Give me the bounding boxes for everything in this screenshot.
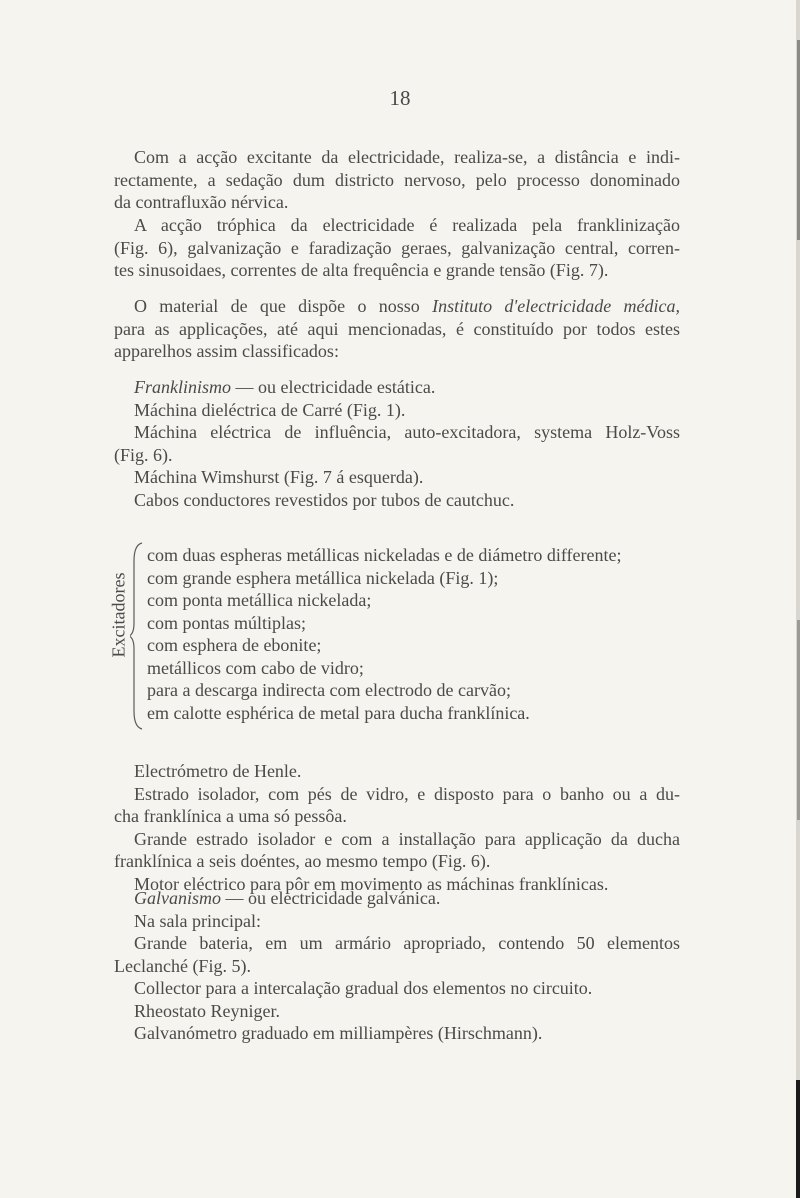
list-item: Cabos conductores revestidos por tubos de cautchuc. [134, 489, 515, 510]
list-item: Estrado isolador, com pés de vidro, e disposto para o banho ou a du- [134, 783, 680, 804]
text-line: (Fig. 6), galvanização e faradização geraes, galvanização central, corren- [114, 237, 680, 258]
paragraph-contrafluxao [114, 146, 680, 214]
text-line: apparelhos assim classificados: [114, 341, 339, 361]
list-item: Na sala principal: [134, 910, 261, 931]
page-number: 18 [389, 86, 411, 110]
list-item: em calotte esphérica de metal para ducha franklínica. [147, 702, 530, 723]
list-item: Motor eléctrico para pôr em movimento as máchinas franklínicas. [134, 873, 609, 894]
list-item: Máchina Wimshurst (Fig. 7 á esquerda). [134, 467, 424, 487]
list-item: com grande esphera metállica nickelada (Fig. 1); [147, 567, 499, 588]
text-line: Com a acção excitante da electricidade, realiza-se, a distância e indi- [134, 147, 680, 167]
list-item: Electrómetro de Henle. [134, 761, 302, 781]
section-franklinismo [114, 376, 680, 511]
list-item: Galvanómetro graduado em milliampères (Hirschmann). [134, 1023, 543, 1043]
list-item: Máchina eléctrica de influência, auto-excitadora, systema Holz-Voss [134, 422, 680, 442]
list-item: Máchina dieléctrica de Carré (Fig. 1). [134, 399, 406, 420]
list-item: com duas espheras metállicas nickeladas e de diámetro differente; [147, 545, 622, 565]
paragraph-acao-trophica [114, 214, 680, 282]
list-item: Rheostato Reyniger. [134, 1000, 280, 1021]
list-item: Collector para a intercalação gradual dos elementos no circuito. [134, 978, 593, 998]
excitadores-list [147, 544, 687, 724]
list-item: cha franklínica a uma só pessôa. [114, 806, 347, 826]
section-heading: Franklinismo — ou electricidade estática. [134, 377, 436, 397]
list-item: para a descarga indirecta com electrodo de carvão; [147, 680, 511, 700]
list-item: Leclanché (Fig. 5). [114, 955, 251, 976]
list-item: Grande estrado isolador e com a installação para applicação da ducha [134, 828, 680, 849]
text-line: para as applicações, até aqui mencionadas, é constituído por todos estes [114, 318, 680, 339]
list-item: franklínica a seis doéntes, ao mesmo tempo (Fig. 6). [114, 851, 491, 871]
excitadores-label: Excitadores [108, 572, 129, 658]
section-galvanismo [114, 887, 680, 1045]
list-item: com ponta metállica nickelada; [147, 590, 372, 610]
list-item: metállicos com cabo de vidro; [147, 657, 364, 678]
brace-icon [130, 541, 144, 731]
institute-name: Instituto d'electricidade médica, [432, 296, 680, 316]
text-line: tes sinusoidaes, correntes de alta frequência e grande tensão (Fig. 7). [114, 260, 609, 280]
list-item: com pontas múltiplas; [147, 612, 306, 633]
list-item: (Fig. 6). [114, 444, 173, 465]
page-edge [790, 0, 800, 1198]
list-item: Grande bateria, em um armário apropriado, contendo 50 elementos [134, 933, 680, 953]
section-heading: Galvanismo — ou electricidade galvánica. [134, 888, 441, 908]
text-line: rectamente, a sedação dum districto nervoso, pelo processo donominado [114, 169, 680, 190]
paragraph-material [114, 295, 680, 363]
section-franklin-more [114, 760, 680, 895]
text-line: A acção tróphica da electricidade é realizada pela franklinização [134, 215, 680, 235]
text-line: da contrafluxão nérvica. [114, 192, 289, 212]
list-item: com esphera de ebonite; [147, 635, 322, 655]
text-line: O material de que dispõe o nosso Instituto d'electricidade médica, [134, 296, 680, 316]
